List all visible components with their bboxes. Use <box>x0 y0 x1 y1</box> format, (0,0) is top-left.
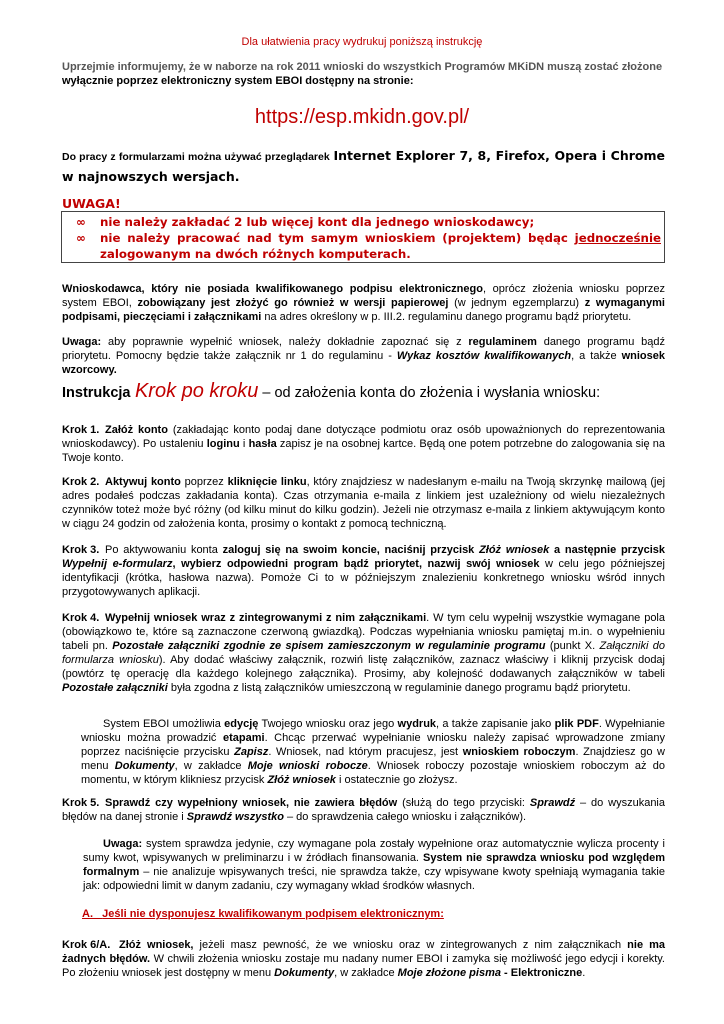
text-bold: wnioskiem roboczym <box>462 746 576 758</box>
text-bold-italic: Sprawdź <box>529 797 576 809</box>
text: jeżeli masz pewność, że we wniosku oraz w zintegrowanych z nim załącznikach <box>193 939 628 951</box>
text: . Znajdziesz go w menu <box>81 746 665 772</box>
print-note: Dla ułatwienia pracy wydrukuj poniższą instrukcję <box>241 36 483 48</box>
section-a-number: A. <box>82 908 93 920</box>
text: (służą do tego przyciski: <box>397 797 530 809</box>
text-bold-italic: Złóż wniosek <box>479 544 550 556</box>
text: . Wniosek roboczy pozostaje wnioskiem roboczym aż do momentu, w którym klikniesz przycisk <box>81 760 665 786</box>
heading-krok-po-kroku: Krok po kroku <box>134 380 259 402</box>
text: – do wyszukania błędów na danej stronie i <box>62 797 665 823</box>
step-1 <box>62 423 665 465</box>
step-1-label: Krok 1. <box>62 424 100 436</box>
text: ). Aby dodać właściwy załącznik, rozwiń listę załączników, zaznacz właściwy i kliknij przycisk dodaj (powtórz tę operację dla każdego kolejnego załącznika). Prosimy, aby kolejność dodawanych załączników w tabeli <box>62 654 665 680</box>
text-bold: hasła <box>248 438 277 450</box>
text: danego programu bądź priorytetu. Pomocny będzie także załącznik nr 1 do regulaminu - <box>62 336 665 362</box>
browsers-prefix: Do pracy z formularzami można używać przeglądarek <box>62 151 330 163</box>
text-bold-italic: Zapisz <box>234 746 269 758</box>
text: w celu jego późniejszej identyfikacji (krótka, hasłowa nazwa). Pomoże Ci to w późniejszym znalezieniu konkretnego wniosku wśród innych przygotowywanych aplikacji. <box>62 558 665 598</box>
intro-line1: Uprzejmie informujemy, że w naborze na rok 2011 wnioski do wszystkich Programów MKiDN muszą zostać złożone <box>62 61 663 73</box>
text-bold: Wnioskodawca, który nie posiada kwalifikowanego podpisu elektronicznego <box>62 283 483 295</box>
text-bold: regulaminem <box>468 336 537 348</box>
warning-title: UWAGA! <box>62 196 121 211</box>
text: – nie analizuje wpisywanych treści, nie sprawdza także, czy wpisywane kwoty spełniają wymagania takie jak: odpowiedni limit w danym zadaniu, czy wymagany wkład środków własnych. <box>83 866 665 892</box>
text-bold-italic: Dokumenty <box>114 760 175 772</box>
text: (punkt X. <box>545 640 600 652</box>
text-bold: Złóż wniosek, <box>119 939 194 951</box>
text: i ostatecznie go złożysz. <box>335 774 458 786</box>
text: . W tym celu wypełnij wszystkie wymagane pola (obowiązkowo te, które są zaznaczone czerwoną gwiazdką). Podczas wypełniania wniosku pamiętaj m.in. o wypełnieniu tabeli pn. <box>62 612 665 652</box>
text: poprzez <box>180 476 228 488</box>
text: Po aktywowaniu konta <box>105 544 223 556</box>
text-bold: edycję <box>224 718 259 730</box>
text: – do sprawdzenia całego wniosku i załączników). <box>283 811 527 823</box>
text-bold: Aktywuj konto <box>105 476 181 488</box>
text-bold: Załóż konto <box>105 424 168 436</box>
infinity-bullet-icon: ∞ <box>76 231 86 245</box>
text-bold: plik PDF <box>554 718 599 730</box>
text-bold: wydruk <box>397 718 437 730</box>
text-bold: Sprawdź czy wypełniony wniosek, nie zawiera błędów <box>105 797 398 809</box>
text-bold-italic: Złóż wniosek <box>267 774 336 786</box>
text-bold: Wypełnij wniosek wraz z zintegrowanymi z nim załącznikami <box>105 612 427 624</box>
text-bold-italic: Moje złożone pisma <box>397 967 501 979</box>
warning-item-2 <box>78 230 661 262</box>
text: System EBOI umożliwia <box>103 718 225 730</box>
text-bold: System nie sprawdza wniosku pod względem formalnym <box>83 852 665 878</box>
text-bold-italic: Sprawdź wszystko <box>186 811 284 823</box>
text: . Wniosek, nad którym pracujesz, jest <box>268 746 463 758</box>
section-a-text: Jeśli nie dysponujesz kwalifikowanym podpisem elektronicznym: <box>102 908 444 920</box>
text: , a także <box>571 350 622 362</box>
text: (zakładając konto podaj dane dotyczące podmiotu oraz osób upoważnionych do reprezentowania wnioskodawcy). Po ustaleniu <box>62 424 665 450</box>
step-6a-label: Krok 6/A. <box>62 939 111 951</box>
text-bold: z wymaganymi podpisami, pieczęciami i załącznikami <box>62 297 665 323</box>
text: zapisz je na osobnej kartce. Będą one potem potrzebne do zalogowania się na Twoje konto. <box>62 438 665 464</box>
validation-note <box>83 837 665 893</box>
warning-item-2-underline: jednocześnie <box>574 231 661 245</box>
text-bold: a następnie przycisk <box>549 544 665 556</box>
step-2 <box>62 475 665 531</box>
browsers-info <box>62 146 665 187</box>
text-bold: loginu <box>206 438 240 450</box>
step-3 <box>62 543 665 599</box>
step-6a <box>62 938 665 980</box>
text: była zgodna z listą załączników umieszczoną w regulaminie danego programu bądź priorytetu. <box>167 682 631 694</box>
step-3-label: Krok 3. <box>62 544 100 556</box>
section-heading <box>62 378 682 406</box>
heading-rest: – od założenia konta do złożenia i wysłania wniosku: <box>258 385 601 401</box>
text-italic: Załączniki do formularza wniosku <box>62 640 665 666</box>
warning-item-1 <box>78 214 661 230</box>
warning-box <box>61 211 665 263</box>
text: Twojego wniosku oraz jego <box>258 718 398 730</box>
note-paragraph <box>62 335 665 377</box>
text-bold: kliknięcie linku <box>227 476 307 488</box>
text-bold-italic: Wypełnij e-formularz <box>62 558 173 570</box>
step-5 <box>62 796 665 824</box>
portal-url-link[interactable]: https://esp.mkidn.gov.pl/ <box>254 106 470 128</box>
text: aby poprawnie wypełnić wniosek, należy dokładnie zapoznać się z <box>101 336 469 348</box>
text-bold: etapami <box>222 732 265 744</box>
text: . Wypełnianie wniosku można prowadzić <box>81 718 666 744</box>
eboi-paragraph <box>81 717 665 787</box>
text-bold: , wybierz odpowiedni program bądź priorytet, nazwij swój wniosek <box>172 558 540 570</box>
text-bold-italic: Pozostałe załączniki zgodnie ze spisem zamieszczonym w regulaminie programu <box>112 640 546 652</box>
step-2-label: Krok 2. <box>62 476 100 488</box>
text: W chwili złożenia wniosku zostaje mu nadany numer EBOI i zamyka się możliwość jego edycji i korekty. Po złożeniu wniosek jest dostępny w menu <box>62 953 665 979</box>
heading-instrukcja: Instrukcja <box>62 385 131 401</box>
warning-item-1-text: nie należy zakładać 2 lub więcej kont dla jednego wnioskodawcy; <box>100 215 535 229</box>
infinity-bullet-icon: ∞ <box>76 215 86 229</box>
browsers-list: Internet Explorer 7, 8, Firefox, Opera i Chrome w najnowszych wersjach. <box>62 148 665 184</box>
text-bold: zobowiązany jest złożyć go również w wersji papierowej <box>137 297 449 309</box>
text-bold: nie ma żadnych błędów. <box>62 939 665 965</box>
text: , a także zapisanie jako <box>436 718 555 730</box>
text-bold: Uwaga: <box>62 336 102 348</box>
text-bold: wniosek wzorcowy. <box>62 350 665 376</box>
text: . <box>582 967 586 979</box>
section-a-heading <box>82 907 444 921</box>
intro-line2: wyłącznie poprzez elektroniczny system EBOI dostępny na stronie: <box>62 75 414 87</box>
text: na adres określony w p. III.2. regulaminu danego programu bądź priorytetu. <box>261 311 632 323</box>
intro <box>62 60 667 88</box>
text: , w zakładce <box>334 967 398 979</box>
step-4-label: Krok 4. <box>62 612 100 624</box>
text-bold-italic: Pozostałe załączniki <box>62 682 168 694</box>
text: i <box>239 438 249 450</box>
text-bold-italic: Moje wnioski robocze <box>247 760 368 772</box>
text: , który znajdziesz w nadesłanym e-mailu na Twoją skrzynkę mailową (jej adres podałeś podczas zakładania konta). Czas otrzymania e-maila z linkiem jest uzależniony od wielu niezależnych czynników toteż może być różny (od kilku minut do kilku godzin). Jeżeli nie otrzymasz e-maila z linkiem aktywującym konto w ciągu 24 godzin od założenia konta, prosimy o kontakt z pomocą techniczną. <box>62 476 666 530</box>
applicant-paragraph <box>62 282 665 324</box>
warning-item-2-text-b: zalogowanym na dwóch różnych komputerach. <box>100 247 411 261</box>
text-bold: - Elektroniczne <box>500 967 583 979</box>
text: . Chcąc przerwać wypełnianie wniosku należy zapisać wprowadzone zmiany poprzez naciśnięcie przycisku <box>81 732 665 758</box>
text-bold: Uwaga: <box>103 838 143 850</box>
step-4 <box>62 611 665 695</box>
text: , w zakładce <box>174 760 248 772</box>
warning-item-2-text-a: nie należy pracować nad tym samym wnioskiem (projektem) będąc <box>100 231 575 245</box>
text: (w jednym egzemplarzu) <box>448 297 585 309</box>
text-bold-italic: Wykaz kosztów kwalifikowanych <box>396 350 572 362</box>
text-bold: zaloguj się na swoim koncie, naciśnij przycisk <box>222 544 480 556</box>
step-5-label: Krok 5. <box>62 797 100 809</box>
text-bold-italic: Dokumenty <box>274 967 335 979</box>
text: system sprawdza jedynie, czy wymagane pola zostały wypełnione oraz automatycznie wylicza procenty i sumy kwot, wpisywanych w preliminarzu i w źródłach finansowania. <box>83 838 665 864</box>
text: , oprócz złożenia wniosku poprzez system EBOI, <box>62 283 665 309</box>
